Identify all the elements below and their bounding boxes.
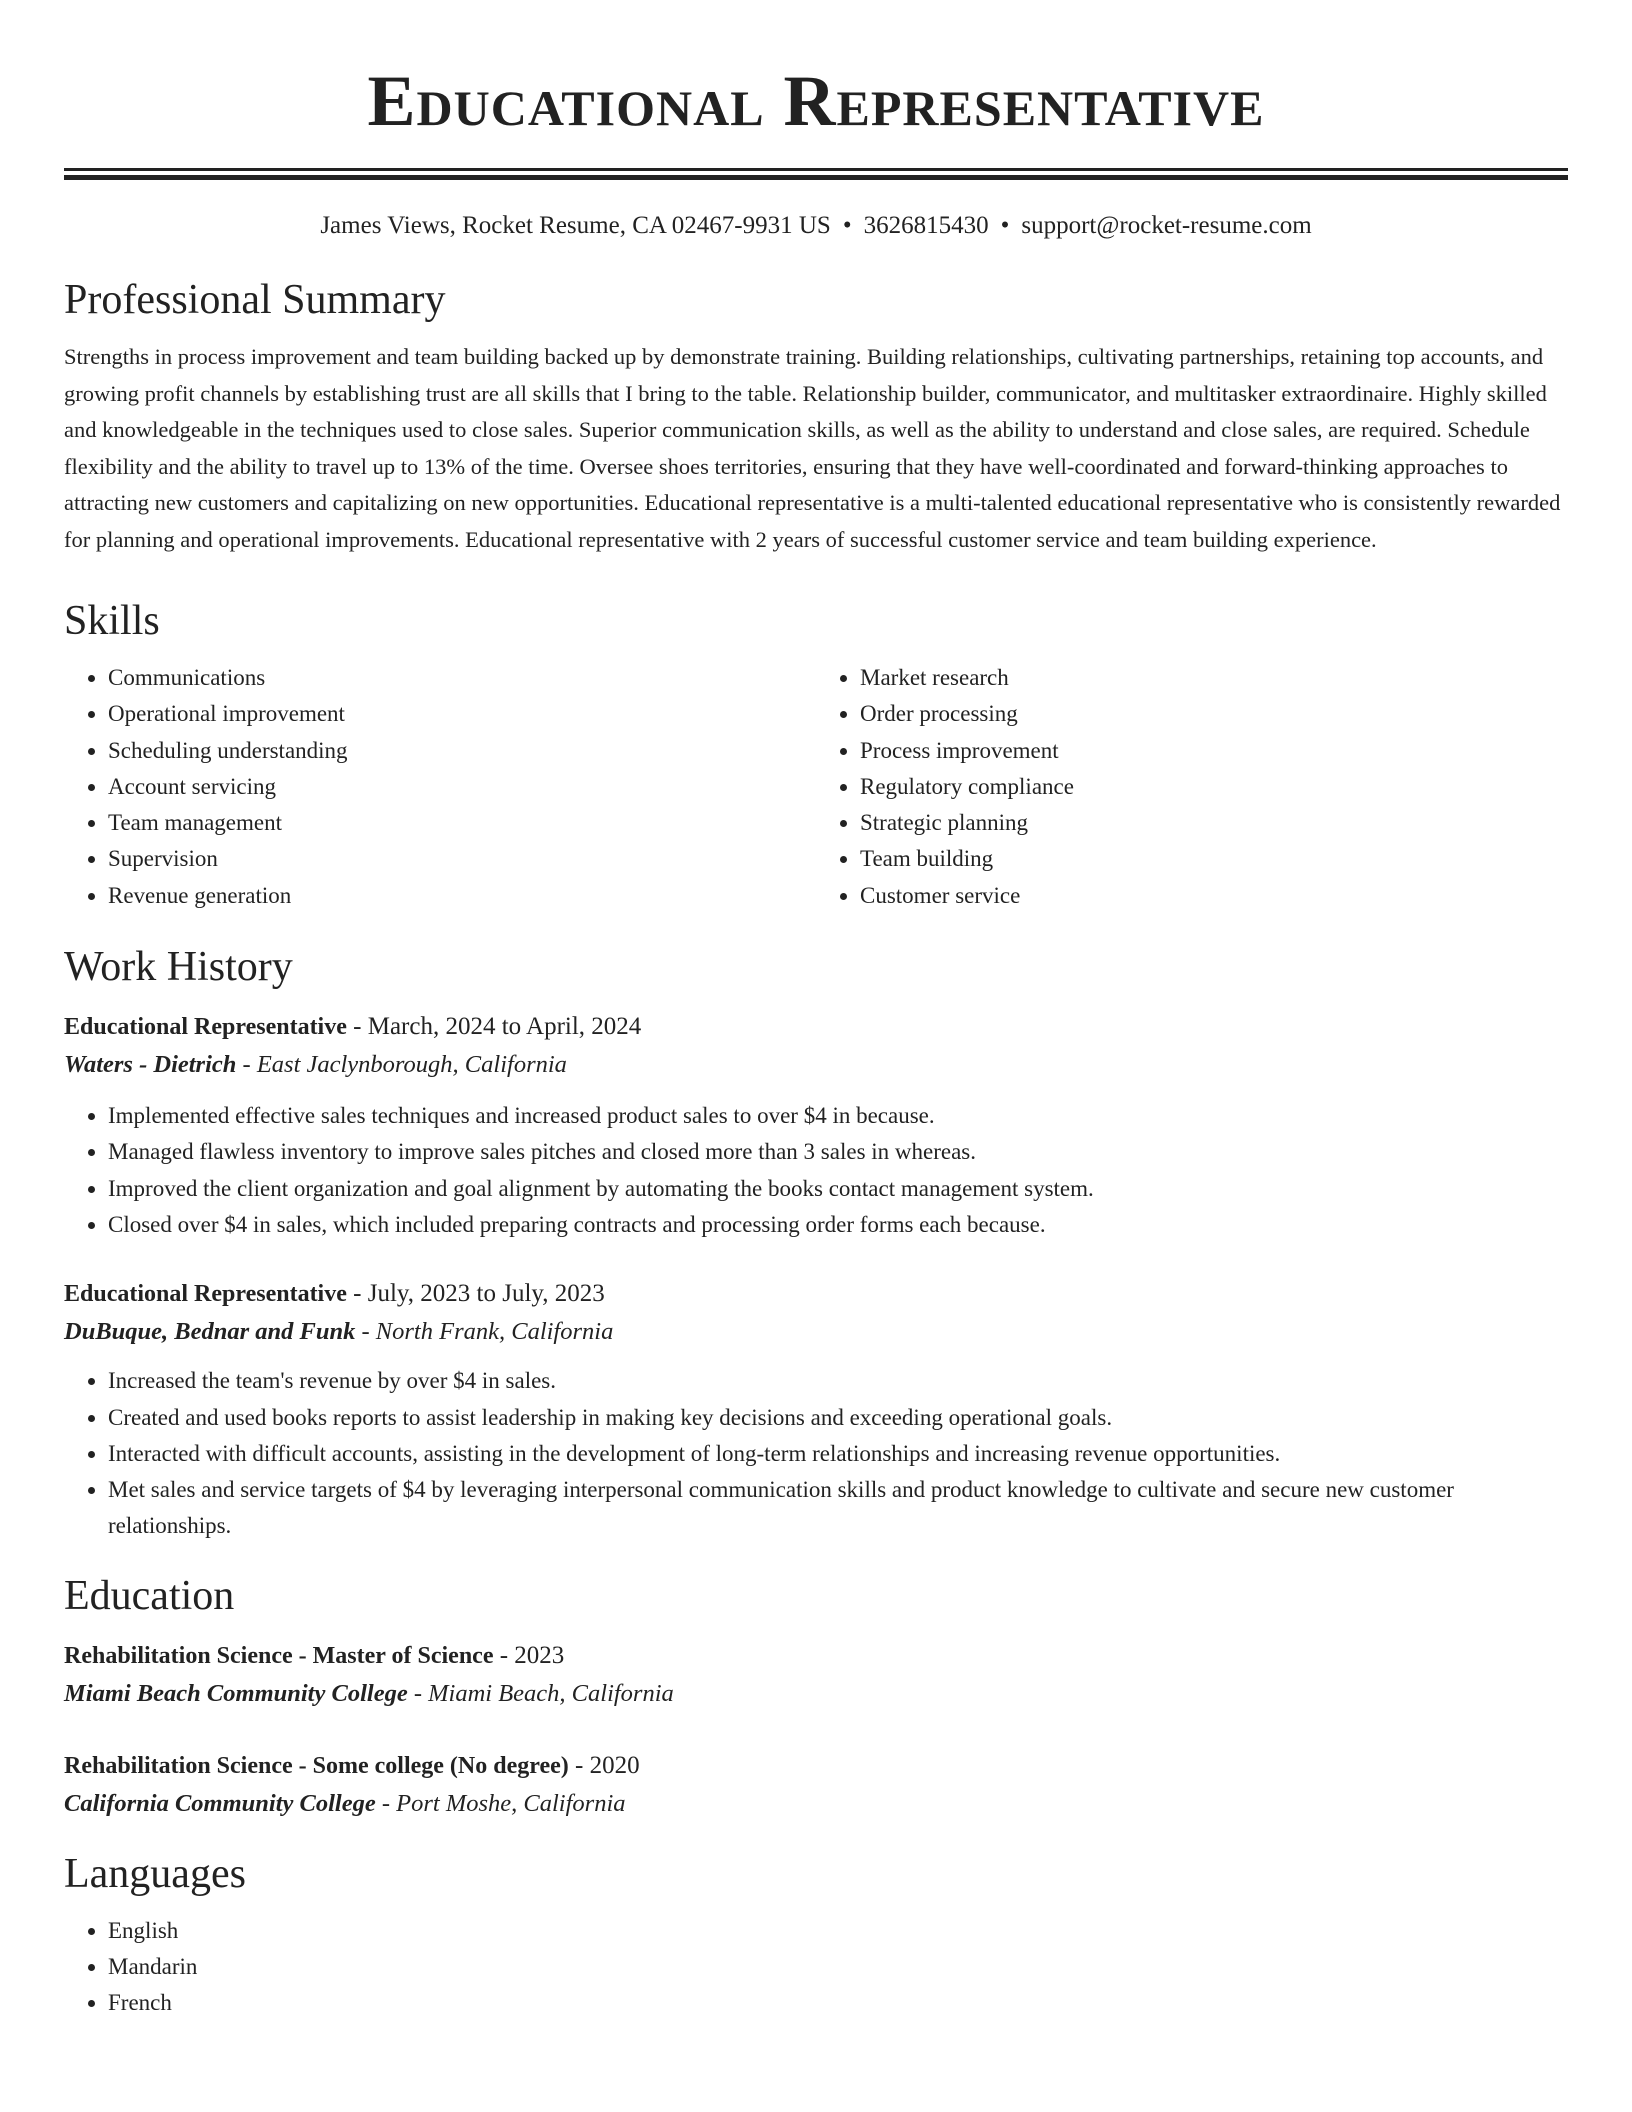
job-entry	[64, 1275, 1568, 1544]
skill-item: • Communications	[108, 660, 816, 696]
skill-item: • Strategic planning	[860, 805, 1568, 841]
education-entry	[64, 1637, 1568, 1713]
job-bullets	[64, 1098, 1568, 1243]
job-header	[64, 1008, 1568, 1046]
job-employer	[64, 1046, 1568, 1084]
education-section	[64, 1571, 1568, 1823]
languages-list	[64, 1913, 1568, 2022]
contact-separator: •	[1000, 212, 1010, 239]
job-entry	[64, 1008, 1568, 1243]
job-bullets	[64, 1363, 1568, 1544]
section-heading-skills: Skills	[64, 598, 160, 644]
skill-item: • Operational improvement	[108, 696, 816, 732]
skill-item: • Team management	[108, 805, 816, 841]
education-school-line	[64, 1675, 1568, 1713]
education-degree: Rehabilitation Science - Some college (No degree)	[64, 1752, 569, 1779]
education-location: - Miami Beach, California	[407, 1679, 674, 1707]
contact-line	[64, 209, 1568, 243]
resume-title: Educational Representative	[367, 61, 1265, 141]
section-heading-work: Work History	[64, 944, 293, 991]
summary-text: Strengths in process improvement and team building backed up by demonstrate training. Building relationships, cultivating partnerships, retaining top accounts, and growing profit channels by establishing trust are all skills that I bring to the table. Relationship builder, communicator, and multitasker extraordinaire. Highly skilled and knowledgeable in the techniques used to close sales. Superior communication skills, as well as the ability to understand and close sales, are required. Schedule flexibility and the ability to travel up to 13% of the time. Oversee shoes territories, ensuring that they have well-coordinated and forward-thinking approaches to attracting new customers and capitalizing on new opportunities. Educational representative is a multi-talented educational representative who is consistently rewarded for planning and operational improvements. Educational representative with 2 years of successful customer service and team building experience.	[64, 344, 1561, 552]
skill-item: • Scheduling understanding	[108, 733, 816, 769]
summary-section	[64, 275, 1568, 558]
job-bullet: • Implemented effective sales techniques and increased product sales to over $4 in because.	[108, 1098, 1568, 1134]
title-divider	[64, 168, 1568, 180]
job-dates: - March, 2024 to April, 2024	[346, 1013, 642, 1041]
section-heading-languages: Languages	[64, 1850, 246, 1897]
skill-item: • Market research	[860, 660, 1568, 696]
education-header	[64, 1747, 1568, 1785]
job-title: Educational Representative	[64, 1281, 347, 1308]
skill-item: • Supervision	[108, 841, 816, 877]
job-bullet: • Increased the team's revenue by over $4 in sales.	[108, 1363, 1568, 1399]
skills-columns	[64, 660, 1568, 914]
job-employer	[64, 1313, 1568, 1351]
job-bullet: • Closed over $4 in sales, which included preparing contracts and processing order forms each because.	[108, 1207, 1568, 1243]
education-year: - 2020	[568, 1751, 640, 1779]
skills-section	[64, 596, 1568, 914]
education-year: - 2023	[493, 1641, 565, 1669]
job-location: - East Jaclynborough, California	[236, 1051, 567, 1079]
skill-item: • Process improvement	[860, 733, 1568, 769]
skill-item: • Customer service	[860, 878, 1568, 914]
education-location: - Port Moshe, California	[375, 1789, 626, 1817]
skill-item: • Regulatory compliance	[860, 769, 1568, 805]
job-header	[64, 1275, 1568, 1313]
language-item: • English	[108, 1913, 1568, 1949]
skills-list-right	[816, 660, 1568, 914]
skill-item: • Revenue generation	[108, 878, 816, 914]
job-company: DuBuque, Bednar and Funk	[64, 1318, 356, 1346]
work-history-section	[64, 942, 1568, 1545]
job-company: Waters - Dietrich	[64, 1051, 237, 1079]
contact-phone: 3626815430	[863, 212, 989, 239]
skill-item: • Team building	[860, 841, 1568, 877]
education-degree: Rehabilitation Science - Master of Science	[64, 1642, 494, 1669]
resume-content	[64, 0, 1568, 2022]
job-bullet: • Created and used books reports to assist leadership in making key decisions and exceeding operational goals.	[108, 1400, 1568, 1436]
education-school: Miami Beach Community College	[64, 1679, 408, 1707]
education-school-line	[64, 1785, 1568, 1823]
languages-section	[64, 1849, 1568, 2022]
section-heading-summary: Professional Summary	[64, 277, 446, 323]
job-dates: - July, 2023 to July, 2023	[346, 1280, 605, 1308]
skill-item: • Account servicing	[108, 769, 816, 805]
contact-separator: •	[842, 212, 852, 239]
skill-item: • Order processing	[860, 696, 1568, 732]
skills-list-left	[64, 660, 816, 914]
job-bullet: • Met sales and service targets of $4 by leveraging interpersonal communication skills and product knowledge to cultivate and secure new customer relationships.	[108, 1472, 1568, 1545]
education-entry	[64, 1747, 1568, 1823]
job-bullet: • Managed flawless inventory to improve sales pitches and closed more than 3 sales in whereas.	[108, 1134, 1568, 1170]
education-school: California Community College	[64, 1789, 376, 1817]
education-header	[64, 1637, 1568, 1675]
job-location: - North Frank, California	[355, 1318, 614, 1346]
contact-email: support@rocket-resume.com	[1021, 212, 1312, 239]
job-bullet: • Improved the client organization and goal alignment by automating the books contact management system.	[108, 1171, 1568, 1207]
contact-address: James Views, Rocket Resume, CA 02467-9931 US	[320, 212, 831, 239]
section-heading-education: Education	[64, 1572, 235, 1619]
language-item: • French	[108, 1985, 1568, 2021]
language-item: • Mandarin	[108, 1949, 1568, 1985]
job-title: Educational Representative	[64, 1014, 347, 1041]
job-bullet: • Interacted with difficult accounts, assisting in the development of long-term relationships and increasing revenue opportunities.	[108, 1436, 1568, 1472]
